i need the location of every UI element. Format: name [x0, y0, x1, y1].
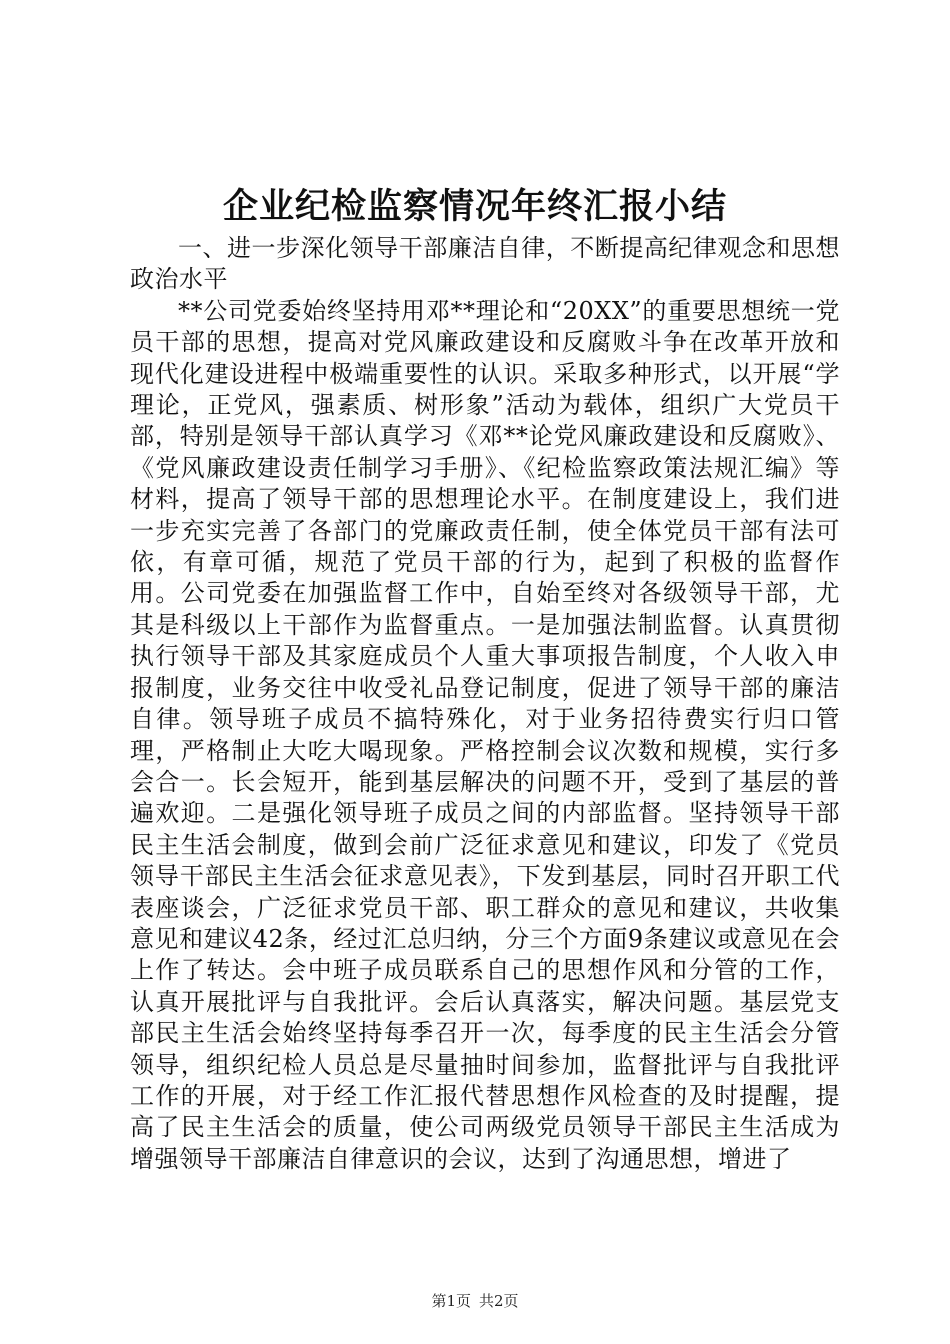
body-paragraph: **公司党委始终坚持用邓**理论和“20XX”的重要思想统一党员干部的思想，提高对党风廉政建设和反腐败斗争在改革开放和现代化建设进程中极端重要性的认识。采取多种形式，以开展“学理论，正党风，强素质、树形象”活动为载体，组织广大党员干部，特别是领导干部认真学习《邓**论党风廉政建设和反腐败》、《党风廉政建设责任制学习手册》、《纪检监察政策法规汇编》等材料，提高了领导干部的思想理论水平。在制度建设上，我们进一步充实完善了各部门的党廉政责任制，使全体党员干部有法可依，有章可循，规范了党员干部的行为，起到了积极的监督作用。公司党委在加强监督工作中，自始至终对各级领导干部，尤其是科级以上干部作为监督重点。一是加强法制监督。认真贯彻执行领导干部及其家庭成员个人重大事项报告制度，个人收入申报制度，业务交往中收受礼品登记制度，促进了领导干部的廉洁自律。领导班子成员不搞特殊化，对于业务招待费实行归口管理，严格制止大吃大喝现象。严格控制会议次数和规模，实行多会合一。长会短开，能到基层解决的问题不开，受到了基层的普遍欢迎。二是强化领导班子成员之间的内部监督。坚持领导干部民主生活会制度，做到会前广泛征求意见和建议，印发了《党员领导干部民主生活会征求意见表》，下发到基层，同时召开职工代表座谈会，广泛征求党员干部、职工群众的意见和建议，共收集意见和建议42条，经过汇总归纳，分三个方面9条建议或意见在会上作了转达。会中班子成员联系自己的思想作风和分管的工作，认真开展批评与自我批评。会后认真落实，解决问题。基层党支部民主生活会始终坚持每季召开一次，每季度的民主生活会分管领导，组织纪检人员总是尽量抽时间参加，监督批评与自我批评工作的开展，对于经工作汇报代替思想作风检查的及时提醒，提高了民主生活会的质量，使公司两级党员领导干部民主生活成为增强领导干部廉洁自律意识的会议，达到了沟通思想，增进了: [130, 296, 840, 1173]
page-number: 第1页: [431, 1292, 471, 1310]
document-title: 企业纪检监察情况年终汇报小结: [222, 186, 727, 227]
page-footer: [0, 1291, 950, 1311]
page-total: 共2页: [479, 1292, 519, 1310]
document-body: [130, 233, 840, 1175]
section-heading: 一、进一步深化领导干部廉洁自律，不断提高纪律观念和思想政治水平: [130, 234, 840, 294]
